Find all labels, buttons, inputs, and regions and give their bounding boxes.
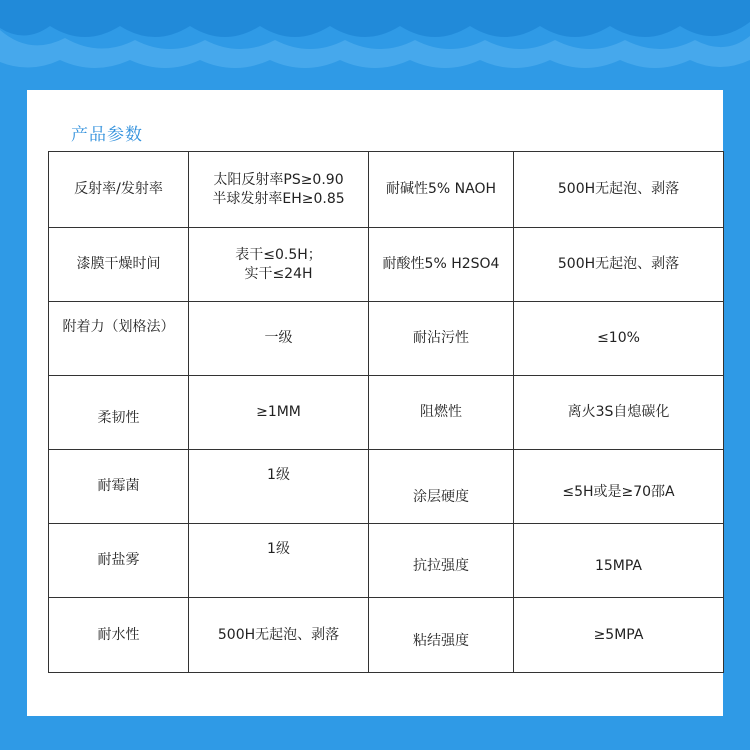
table-cell: 耐酸性5% H2SO4 (369, 228, 514, 302)
table-cell: 耐盐雾 (49, 524, 189, 598)
table-cell: ≥1MM (189, 376, 369, 450)
section-title: 产品参数 (71, 125, 143, 145)
table-cell: 耐水性 (49, 598, 189, 673)
table-row (49, 302, 724, 376)
table-cell: 阻燃性 (369, 376, 514, 450)
table-cell: ≤5H或是≥70邵A (514, 450, 724, 524)
table-cell: 反射率/发射率 (49, 152, 189, 228)
parameters-table (48, 151, 724, 673)
table-cell: 500H无起泡、剥落 (189, 598, 369, 673)
table-cell: 太阳反射率PS≥0.90 半球发射率EH≥0.85 (189, 152, 369, 228)
table-row (49, 228, 724, 302)
table-cell: 1级 (189, 524, 369, 598)
table-cell: 耐沾污性 (369, 302, 514, 376)
wave-background (0, 0, 750, 90)
table-cell: 柔韧性 (49, 376, 189, 450)
table-row (49, 524, 724, 598)
table-cell: 离火3S自熄碳化 (514, 376, 724, 450)
table-row (49, 598, 724, 673)
table-row (49, 376, 724, 450)
table-row (49, 450, 724, 524)
table-cell: 1级 (189, 450, 369, 524)
table-cell: 耐碱性5% NAOH (369, 152, 514, 228)
table-cell: 500H无起泡、剥落 (514, 228, 724, 302)
table-cell: 表干≤0.5H； 实干≤24H (189, 228, 369, 302)
table-cell: 抗拉强度 (369, 524, 514, 598)
table-cell: 15MPA (514, 524, 724, 598)
table-cell: 一级 (189, 302, 369, 376)
table-row (49, 152, 724, 228)
table-cell: ≥5MPA (514, 598, 724, 673)
table-cell: 耐霉菌 (49, 450, 189, 524)
table-cell: ≤10% (514, 302, 724, 376)
table-cell: 漆膜干燥时间 (49, 228, 189, 302)
table-cell: 粘结强度 (369, 598, 514, 673)
table-cell: 附着力（划格法） (49, 302, 189, 376)
content-card (27, 90, 723, 716)
table-cell: 500H无起泡、剥落 (514, 152, 724, 228)
table-cell: 涂层硬度 (369, 450, 514, 524)
